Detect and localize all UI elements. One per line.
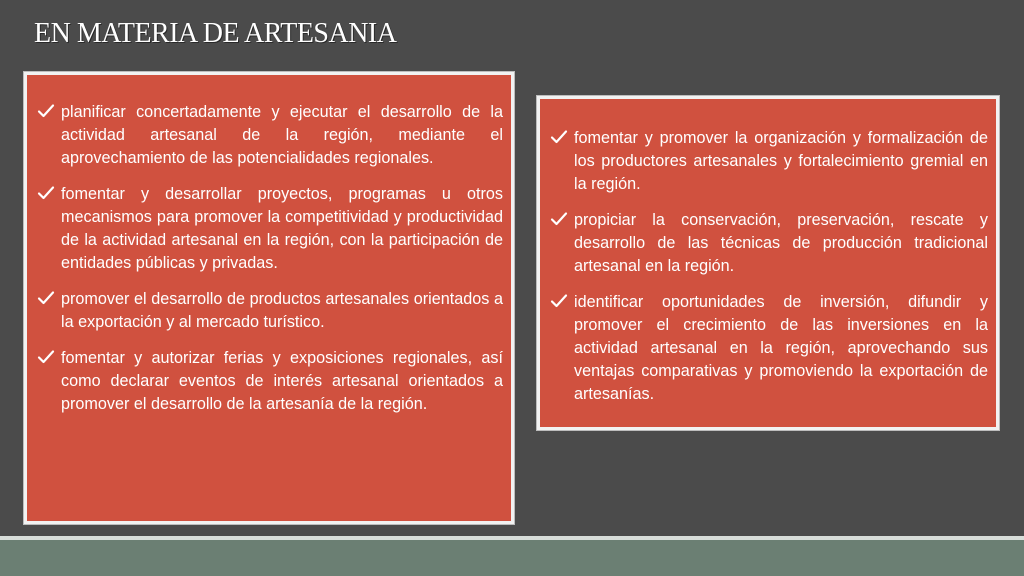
checkmark-icon — [37, 102, 61, 122]
checkmark-icon — [37, 348, 61, 368]
slide-title: EN MATERIA DE ARTESANIA — [34, 18, 397, 49]
list-item — [37, 101, 503, 170]
list-item — [37, 288, 503, 334]
bullet-text: promover el desarrollo de productos artesanales orientados a la exportación y al mercado turístico. — [61, 290, 503, 331]
list-item — [550, 209, 988, 278]
checkmark-icon — [550, 292, 574, 312]
bullet-text: fomentar y promover la organización y formalización de los productores artesanales y fortalecimiento gremial en la región. — [574, 129, 988, 193]
bullet-text: fomentar y autorizar ferias y exposiciones regionales, así como declarar eventos de interés artesanal orientados a promover el desarrollo de la artesanía de la región. — [61, 349, 503, 413]
bullet-text: propiciar la conservación, preservación, rescate y desarrollo de las técnicas de producción tradicional artesanal en la región. — [574, 211, 988, 275]
list-item — [550, 127, 988, 196]
left-bullet-list — [37, 101, 503, 416]
bullet-text: fomentar y desarrollar proyectos, programas u otros mecanismos para promover la competitividad y productividad de la actividad artesanal en la región, con la participación de entidades públicas y privadas. — [61, 185, 503, 272]
bullet-text: identificar oportunidades de inversión, difundir y promover el crecimiento de las inversiones en la actividad artesanal en la región, aprovechando sus ventajas comparativas y promoviendo la exportación de artesanías. — [574, 293, 988, 403]
list-item — [37, 347, 503, 416]
left-content-box — [24, 72, 514, 524]
right-content-box — [537, 96, 999, 430]
footer-band — [0, 536, 1024, 576]
checkmark-icon — [550, 210, 574, 230]
checkmark-icon — [37, 289, 61, 309]
list-item — [37, 183, 503, 275]
checkmark-icon — [550, 128, 574, 148]
list-item — [550, 291, 988, 406]
right-bullet-list — [550, 127, 988, 406]
bullet-text: planificar concertadamente y ejecutar el desarrollo de la actividad artesanal de la región, mediante el aprovechamiento de las potencialidades regionales. — [61, 103, 503, 167]
checkmark-icon — [37, 184, 61, 204]
